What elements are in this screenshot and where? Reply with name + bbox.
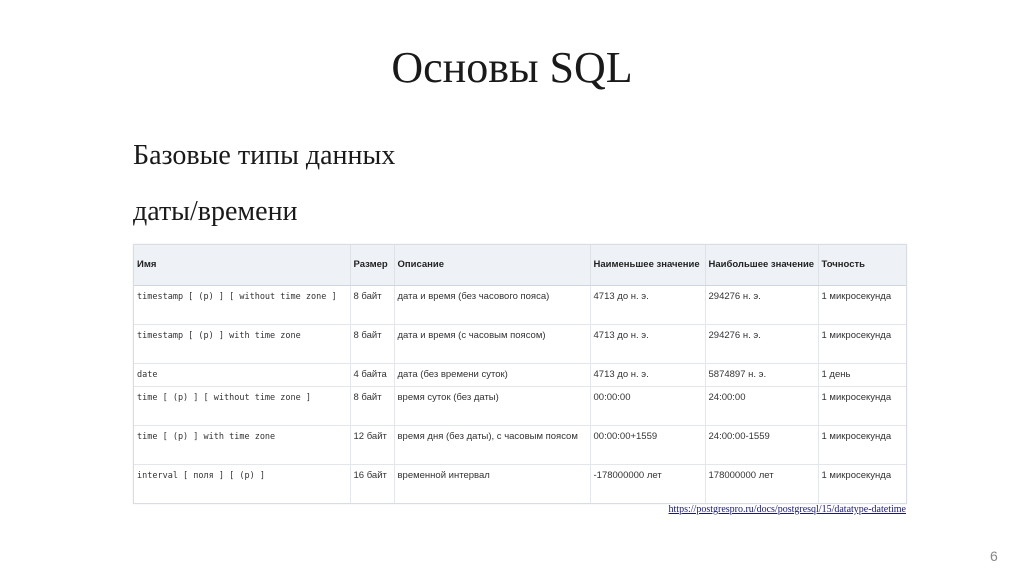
cell-description: дата (без времени суток) bbox=[394, 364, 590, 387]
cell-max: 178000000 лет bbox=[705, 465, 818, 504]
datetime-types-table bbox=[133, 244, 907, 504]
cell-max: 5874897 н. э. bbox=[705, 364, 818, 387]
table-row bbox=[134, 286, 906, 325]
cell-name: interval [ поля ] [ (p) ] bbox=[134, 465, 350, 504]
subtitle-line-2: даты/времени bbox=[133, 196, 298, 227]
header-name: Имя bbox=[134, 245, 350, 286]
cell-max: 294276 н. э. bbox=[705, 325, 818, 364]
page-number: 6 bbox=[990, 548, 998, 564]
cell-name: timestamp [ (p) ] [ without time zone ] bbox=[134, 286, 350, 325]
cell-precision: 1 микросекунда bbox=[818, 286, 906, 325]
cell-size: 12 байт bbox=[350, 426, 394, 465]
cell-min: 00:00:00+1559 bbox=[590, 426, 705, 465]
table-row bbox=[134, 364, 906, 387]
cell-size: 8 байт bbox=[350, 387, 394, 426]
cell-name: timestamp [ (p) ] with time zone bbox=[134, 325, 350, 364]
cell-precision: 1 микросекунда bbox=[821, 470, 892, 481]
cell-size: 8 байт bbox=[350, 325, 394, 364]
cell-description: дата и время (без часового пояса) bbox=[394, 286, 590, 325]
cell-name: date bbox=[134, 364, 350, 387]
cell-precision: 1 микросекунда bbox=[818, 426, 906, 465]
cell-min: 4713 до н. э. bbox=[590, 325, 705, 364]
slide-title: Основы SQL bbox=[391, 43, 633, 92]
cell-precision: 1 день bbox=[818, 364, 906, 387]
cell-name: time [ (p) ] [ without time zone ] bbox=[134, 387, 350, 426]
table-row bbox=[134, 465, 906, 504]
header-min-value: Наименьшее значение bbox=[590, 245, 705, 286]
cell-description: время дня (без даты), с часовым поясом bbox=[394, 426, 590, 465]
source-link[interactable]: https://postgrespro.ru/docs/postgresql/15/datatype-datetime bbox=[668, 504, 906, 515]
cell-min: 4713 до н. э. bbox=[590, 364, 705, 387]
cell-max: 24:00:00-1559 bbox=[705, 426, 818, 465]
subtitle-line-1: Базовые типы данных bbox=[133, 140, 396, 171]
cell-max: 294276 н. э. bbox=[705, 286, 818, 325]
table-row bbox=[134, 426, 906, 465]
cell-min: 4713 до н. э. bbox=[590, 286, 705, 325]
header-description: Описание bbox=[394, 245, 590, 286]
cell-min: 00:00:00 bbox=[590, 387, 705, 426]
cell-max: 24:00:00 bbox=[705, 387, 818, 426]
header-max-value: Наибольшее значение bbox=[705, 245, 818, 286]
table-row bbox=[134, 325, 906, 364]
cell-min: -178000000 лет bbox=[590, 465, 705, 504]
cell-description: дата и время (с часовым поясом) bbox=[394, 325, 590, 364]
cell-description: время суток (без даты) bbox=[394, 387, 590, 426]
header-size: Размер bbox=[350, 245, 394, 286]
cell-name: time [ (p) ] with time zone bbox=[134, 426, 350, 465]
cell-size: 4 байта bbox=[350, 364, 394, 387]
table-row bbox=[134, 387, 906, 426]
table-header-row bbox=[134, 245, 906, 286]
cell-precision: 1 микросекунда bbox=[818, 387, 906, 426]
cell-description: временной интервал bbox=[394, 465, 590, 504]
cell-size: 8 байт bbox=[350, 286, 394, 325]
header-precision: Точность bbox=[818, 245, 906, 286]
cell-size: 16 байт bbox=[350, 465, 394, 504]
cell-precision: 1 микросекунда bbox=[818, 325, 906, 364]
